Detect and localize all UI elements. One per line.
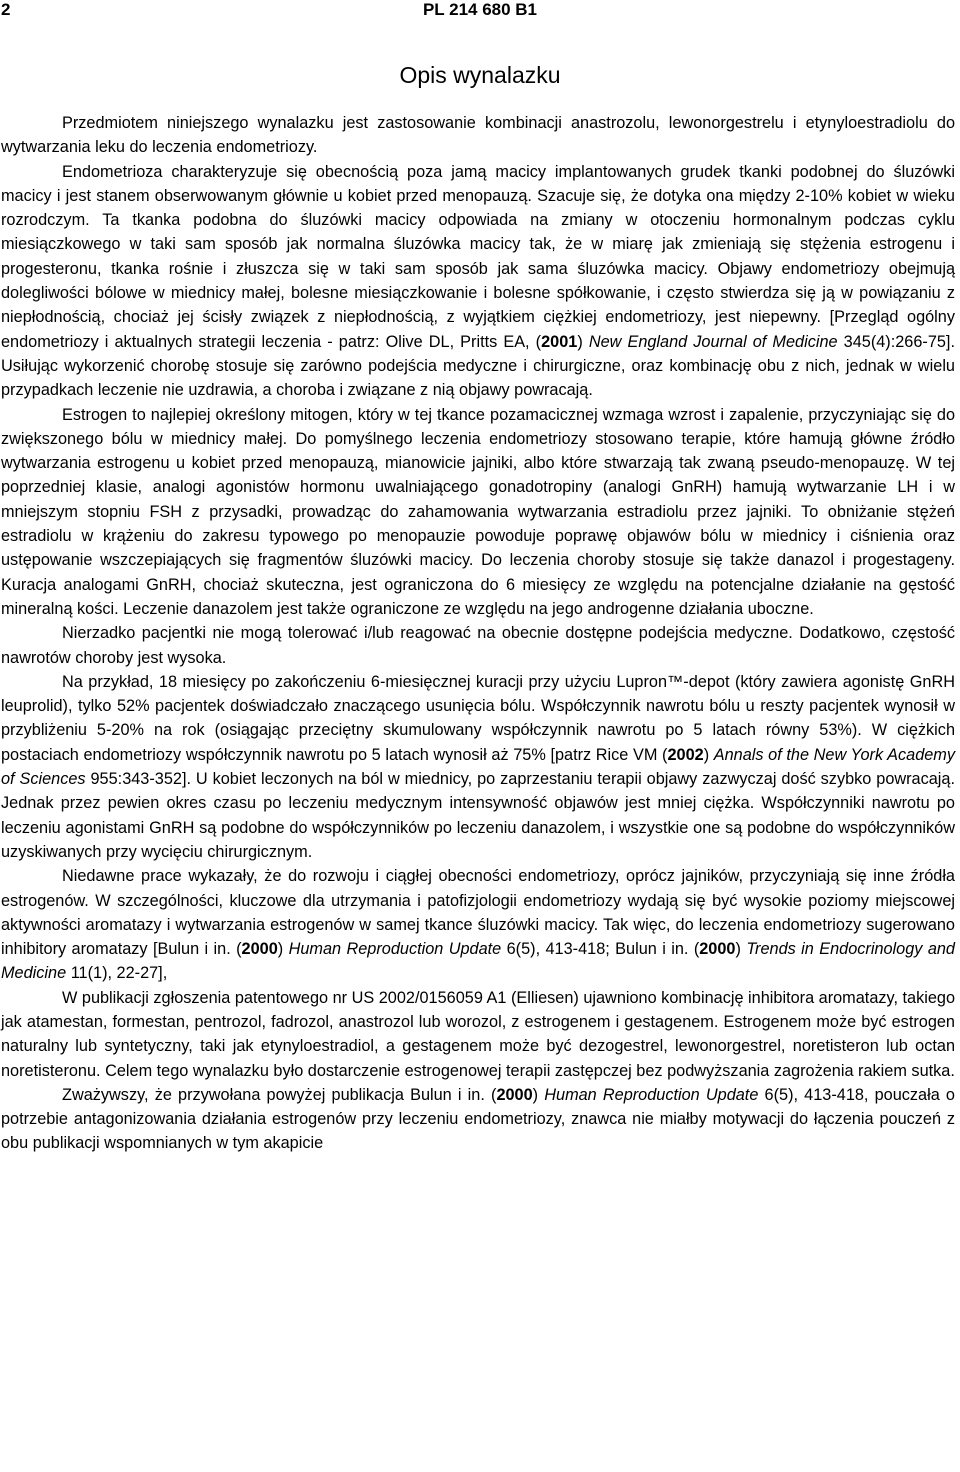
paragraph — [1, 621, 955, 670]
document-id: PL 214 680 B1 — [422, 0, 538, 19]
paragraph-text: 345(4):266-75]. Usiłując wykorzenić chorobę stosuje się zarówno podejścia medyczne i chirurgiczne, oraz kombinację obu z nich, jednak w wielu przypadkach leczenie nie uzdrawia, a choroba i związane z nią objawy powracają. — [1, 332, 955, 400]
paragraph — [1, 111, 955, 160]
paragraph-text: Nierzadko pacjentki nie mogą tolerować i/lub reagować na obecnie dostępne podejścia medyczne. Dodatkowo, częstość nawrotów choroby jest wysoka. — [1, 624, 955, 667]
journal-title: New England Journal of Medicine — [588, 332, 838, 351]
paragraph-text: Na przykład, 18 miesięcy po zakończeniu 6-miesięcznej kuracji przy użyciu Lupron™-depot (który zawiera agonistę GnRH leuprolid), tylko 52% pacjentek doświadczało znaczącego usunięcia bólu. Współczynnik nawrotu bólu u reszty pacjentek wynosił w przybliżeniu 5-20% na rok (osiągając przeciętny skumulowany współczynnik nawrotu po 5 latach równy 53%). W ciężkich postaciach endometriozy współczynnik nawrotu po 5 latach wynosił aż 75% [patrz Rice VM ( — [1, 672, 955, 764]
paragraph-text: ) — [577, 332, 589, 351]
paragraph-text: 6(5), 413-418, pouczała o potrzebie antagonizowania działania estrogenów przy leczeniu endometriozy, znawca nie miałby motywacji do łączenia pouczeń z obu publikacji wspomnianych w tym akapicie — [1, 1085, 955, 1153]
paragraph-text: Przedmiotem niniejszego wynalazku jest zastosowanie kombinacji anastrozolu, lewonorgestrelu i etynyloestradiolu do wytwarzania leku do leczenia endometriozy. — [1, 114, 955, 157]
paragraph-text: ) — [277, 940, 289, 959]
paragraph — [1, 670, 955, 864]
paragraph-text: 955:343-352]. U kobiet leczonych na ból w miednicy, po zaprzestaniu terapii objawy zazwyczaj dość szybko powracają. Jednak przez pewien okres czasu po leczeniu medycznym intensywność objawów jest mniej ciężka. Współczynniki nawrotu po leczeniu agonistami GnRH są podobne do współczynników po leczeniu danazolem, i wszystkie one są podobne do współczynników uzyskiwanych przy wycięciu chirurgicznym. — [1, 770, 955, 861]
paragraph-text: 6(5), 413-418; Bulun i in. ( — [501, 940, 700, 959]
paragraph — [1, 864, 955, 985]
paragraph-text: W publikacji zgłoszenia patentowego nr US 2002/0156059 A1 (Elliesen) ujawniono kombinację inhibitora aromatazy, takiego jak atamestan, formestan, pentrozol, fadrozol, anastrozol lub worozol, z estrogenem i gestagenem. Estrogenem może być estrogen naturalny lub syntetyczny, taki jak etynyloestradiol, a gestagenem może być dezogestrel, lewonorgestrel, noretisteron lub octan noretisteronu. Celem tego wynalazku było dostarczenie estrogenowej terapii zastępczej bez podwyższania zagrożenia rakiem sutka. — [1, 988, 955, 1080]
paragraph-text: ) — [532, 1085, 545, 1104]
citation-year: 2000 — [699, 940, 736, 959]
paragraph-text: Endometrioza charakteryzuje się obecnością poza jamą macicy implantowanych grudek tkanki podobnej do śluzówki macicy i jest stanem obserwowanym głównie u kobiet przed menopauzą. Szacuje się, że dotyka ona między 2-10% kobiet w wieku rozrodczym. Ta tkanka podobna do śluzówki macicy odpowiada na zmiany w otoczeniu hormonalnym podczas cyklu miesiączkowego w taki sam sposób jak normalna śluzówka macicy tak, że w miarę jak zmieniają się stężenia estrogenu i progesteronu, tkanka rośnie i złuszcza się w taki sam sposób jak sama śluzówka macicy. Objawy endometriozy obejmują dolegliwości bólowe w miednicy małej, bolesne miesiączkowanie i bolesne spółkowanie, i często stwierdza się ją w powiązaniu z niepłodnością, chociaż jej ścisły związek z niepłodnością, z wyjątkiem ciężkiej endometriozy, jest niepewny. [Przegląd ogólny endometriozy i aktualnych strategii leczenia - patrz: Olive DL, Pritts EA, ( — [1, 162, 955, 351]
paragraph — [1, 986, 955, 1083]
paragraph-text: ) — [735, 940, 747, 959]
description-body — [1, 111, 955, 1156]
citation-year: 2000 — [496, 1085, 533, 1104]
paragraph-text: Zważywszy, że przywołana powyżej publikacja Bulun i in. ( — [62, 1085, 497, 1104]
paragraph-text: 11(1), 22-27], — [66, 964, 168, 983]
journal-title: Human Reproduction Update — [544, 1085, 759, 1104]
paragraph-text: Estrogen to najlepiej określony mitogen, który w tej tkance pozamacicznej wzmaga wzrost i zapalenie, przyczyniając się do zwiększonego bólu w miednicy małej. Do pomyślnego leczenia endometriozy stosowano terapie, które hamują główne źródło wytwarzania estrogenu u kobiet przed menopauzą, mianowicie jajniki, albo które stwarzają tak zwaną pseudo-menopauzę. W tej poprzedniej klasie, analogi agonistów hormonu uwalniającego gonadotropiny (analogi GnRH) hamują wytwarzanie LH i w mniejszym stopniu FSH z przysadki, prowadząc do zahamowania wytwarzania estradiolu przez jajniki. To obniżanie stężeń estradiolu w krążeniu do zakresu typowego po menopauzie powoduje poprawę objawów bólu w miednicy i ciśnienia oraz ustępowanie wszczepiających się fragmentów śluzówki macicy. Do leczenia choroby stosuje się także danazol i progestageny. Kuracja analogami GnRH, chociaż skuteczna, jest ograniczona do 6 miesięcy ze względu na potencjalne działanie na gęstość mineralną kości. Leczenie danazolem jest także ograniczone ze względu na jego androgenne działania uboczne. — [1, 405, 955, 618]
paragraph — [1, 403, 955, 622]
page-header — [0, 0, 960, 22]
paragraph-text: Niedawne prace wykazały, że do rozwoju i ciągłej obecności endometriozy, oprócz jajników, przyczyniają się inne źródła estrogenów. W szczególności, kluczowe dla utrzymania i patofizjologii endometriozy wydają się być wysokie poziomy miejscowej aktywności aromatazy i wytwarzania estrogenów w samej tkance śluzówki macicy. Tak więc, do leczenia endometriozy sugerowano inhibitory aromatazy [Bulun i in. ( — [1, 867, 955, 959]
citation-year: 2001 — [541, 332, 578, 351]
citation-year: 2002 — [667, 745, 704, 764]
paragraph — [1, 1083, 955, 1156]
citation-year: 2000 — [241, 940, 278, 959]
section-title: Opis wynalazku — [399, 62, 561, 88]
journal-title: Annals of the New York Academy of Sciences — [1, 745, 956, 789]
paragraph-text: ) — [703, 745, 714, 764]
journal-title: Human Reproduction Update — [288, 940, 502, 959]
paragraph — [1, 160, 955, 403]
journal-title: Trends in Endocrinology and Medicine — [1, 940, 955, 983]
page-number: 2 — [1, 0, 11, 19]
